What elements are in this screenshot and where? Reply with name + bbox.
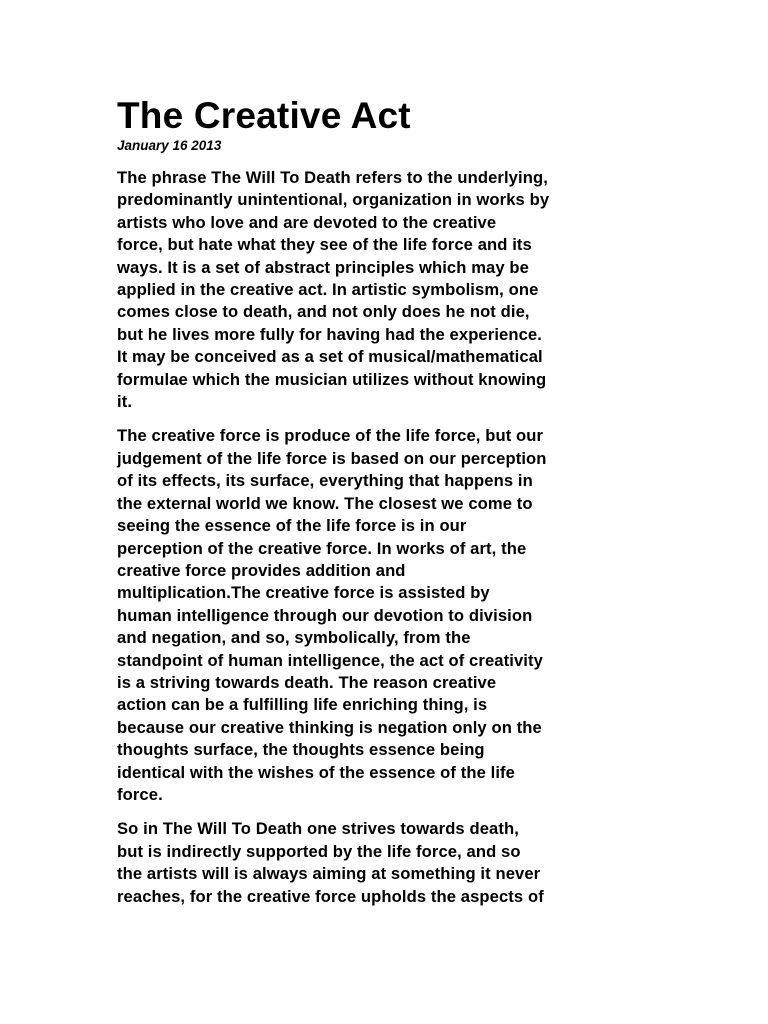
text-line: action can be a fulfilling life enriching thing, is (117, 695, 488, 715)
text-line: ways. It is a set of abstract principles which may be (117, 257, 529, 277)
text-line: comes close to death, and not only does he not die, (117, 302, 530, 322)
text-line: The phrase The Will To Death refers to the underlying, (117, 168, 548, 187)
text-line: reaches, for the creative force upholds the aspects of (117, 886, 544, 906)
text-line: predominantly unintentional, organization in works by (117, 190, 550, 210)
document-date: January 16 2013 (117, 138, 222, 153)
text-line: is a striving towards death. The reason creative (117, 672, 497, 692)
text-line: perception of the creative force. In works of art, the (117, 538, 527, 558)
text-line: seeing the essence of the life force is in our (117, 516, 467, 536)
text-line: So in The Will To Death one strives towards death, (117, 819, 519, 839)
paragraph-1 (117, 167, 653, 413)
text-line: The creative force is produce of the life force, but our (117, 426, 544, 446)
text-line: artists who love and are devoted to the creative (117, 212, 497, 232)
text-line: multiplication.The creative force is assisted by (117, 583, 490, 603)
text-line: human intelligence through our devotion to division (117, 605, 533, 625)
text-line: applied in the creative act. In artistic symbolism, one (117, 280, 539, 300)
document-page (117, 95, 653, 920)
text-line: formulae which the musician utilizes without knowing (117, 369, 547, 389)
text-line: but he lives more fully for having had the experience. (117, 324, 542, 344)
text-line: creative force provides addition and (117, 560, 406, 580)
text-line: because our creative thinking is negation only on the (117, 717, 542, 737)
text-line: and negation, and so, symbolically, from the (117, 628, 471, 648)
text-line: thoughts surface, the thoughts essence being (117, 740, 485, 760)
text-line: judgement of the life force is based on our perception (117, 448, 547, 468)
paragraph-3 (117, 818, 653, 908)
text-line: but is indirectly supported by the life force, and so (117, 841, 521, 861)
text-line: the artists will is always aiming at something it never (117, 864, 541, 884)
paragraph-2 (117, 425, 653, 806)
text-line: the external world we know. The closest we come to (117, 493, 533, 513)
text-line: standpoint of human intelligence, the act of creativity (117, 650, 543, 670)
text-line: force. (117, 784, 163, 804)
text-line: identical with the wishes of the essence of the life (117, 762, 516, 782)
document-title: The Creative Act (117, 95, 411, 136)
text-line: force, but hate what they see of the life force and its (117, 235, 532, 255)
text-line: it. (117, 392, 133, 412)
text-line: of its effects, its surface, everything that happens in (117, 471, 533, 491)
text-line: It may be conceived as a set of musical/mathematical (117, 347, 543, 367)
